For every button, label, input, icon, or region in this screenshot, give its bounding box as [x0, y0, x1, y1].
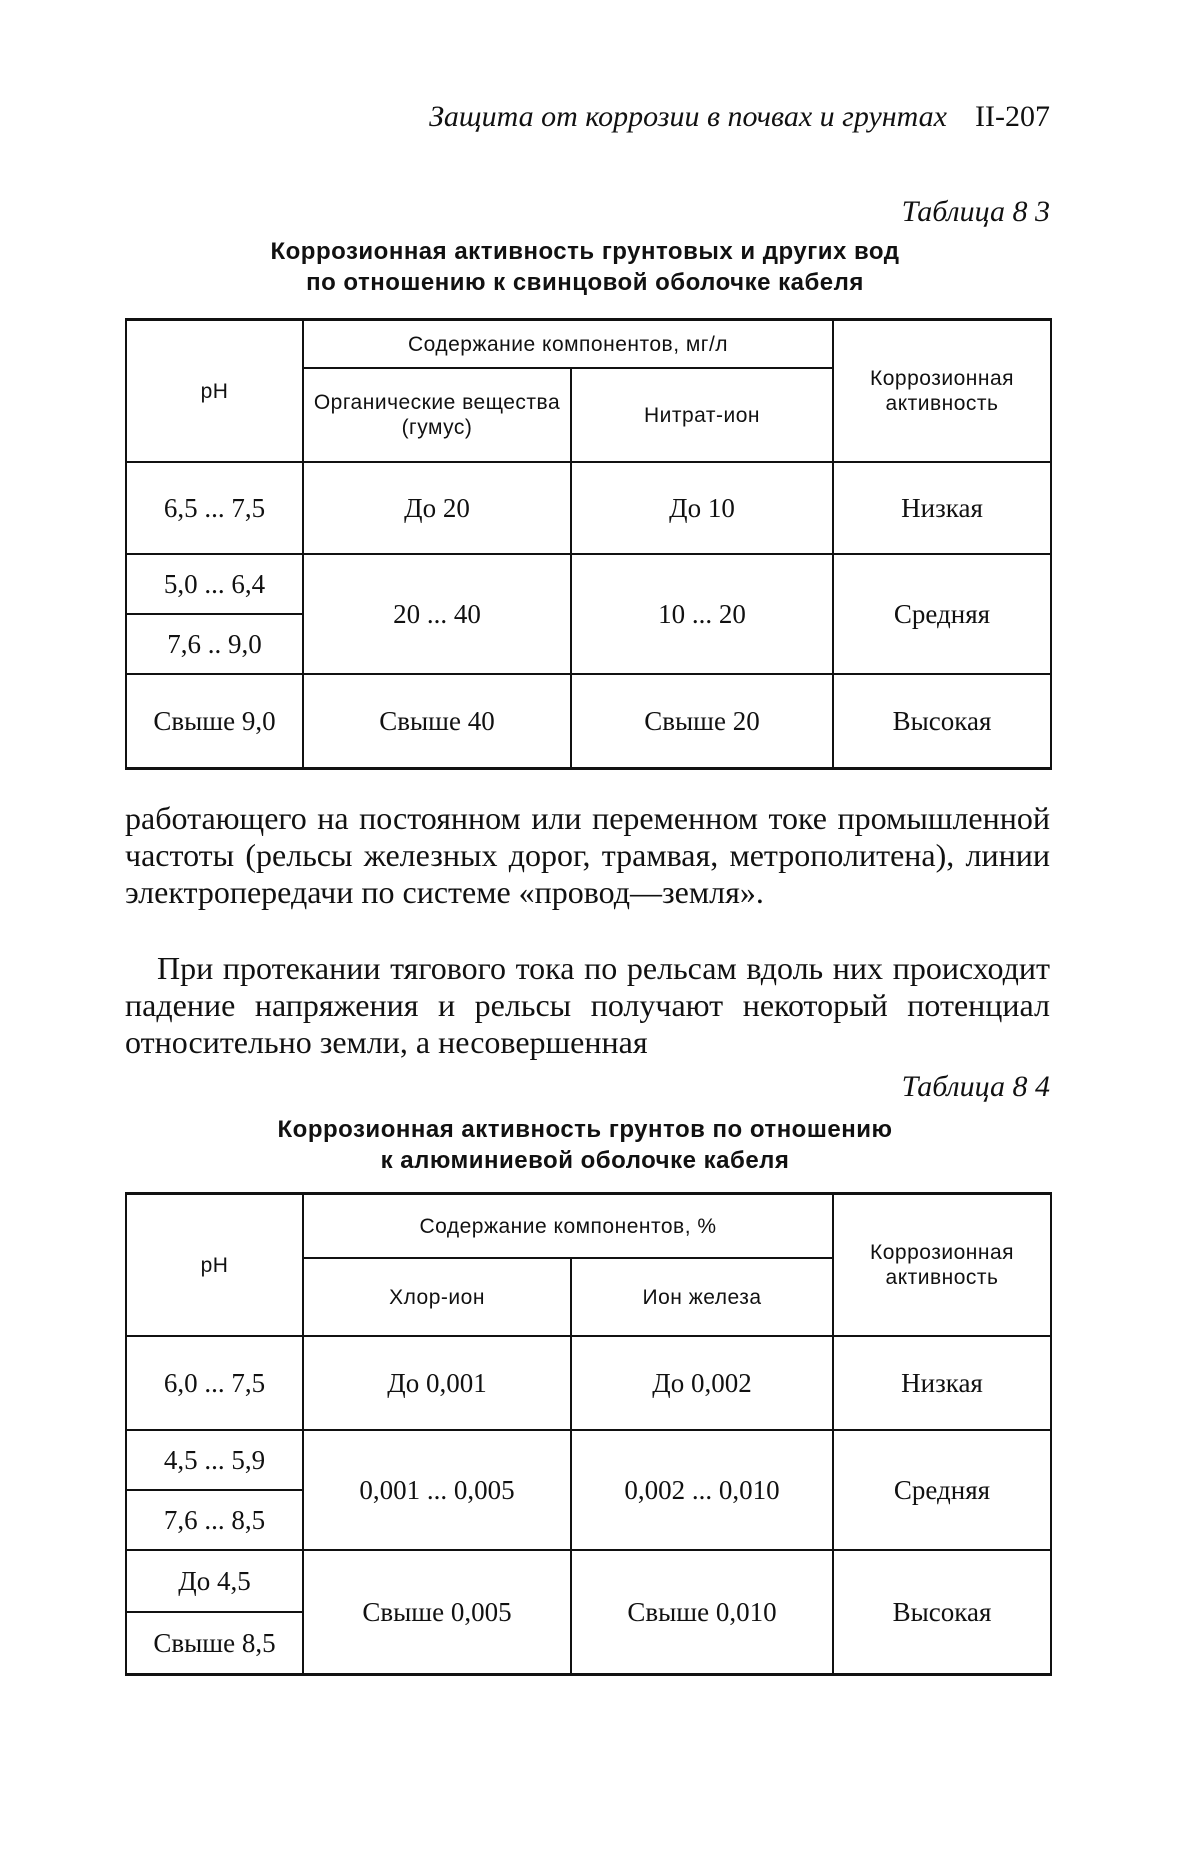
page-number: II-207	[975, 100, 1050, 133]
body-paragraph-1: работающего на постоянном или переменном токе промышленной частоты (рельсы железных дорог, трамвая, метрополитена), линии электропередачи по системе «провод—земля».	[125, 800, 1050, 910]
header-organic: Органические вещества (гумус)	[303, 368, 571, 462]
cell-ph: До 4,5	[126, 1550, 303, 1612]
table-row	[126, 1550, 1051, 1612]
header-ph: pH	[126, 320, 303, 463]
header-nitrate: Нитрат-ион	[571, 368, 833, 462]
table-row	[126, 674, 1051, 769]
header-content-group: Содержание компонентов, %	[303, 1194, 833, 1259]
cell-iron: Свыше 0,010	[571, 1550, 833, 1675]
table-8-3-caption	[120, 236, 1050, 298]
table-8-4-caption-line1: Коррозионная активность грунтов по отношению	[277, 1116, 893, 1143]
cell-ph: 5,0 ... 6,4	[126, 554, 303, 614]
table-row	[126, 1430, 1051, 1490]
cell-organic: Свыше 40	[303, 674, 571, 769]
table-8-4-caption	[120, 1114, 1050, 1176]
cell-iron: До 0,002	[571, 1336, 833, 1430]
cell-ph: 7,6 ... 8,5	[126, 1490, 303, 1550]
cell-ph: 6,0 ... 7,5	[126, 1336, 303, 1430]
header-content-group: Содержание компонентов, мг/л	[303, 320, 833, 369]
cell-chloride: 0,001 ... 0,005	[303, 1430, 571, 1550]
table-8-3-caption-line2: по отношению к свинцовой оболочке кабеля	[306, 269, 864, 296]
cell-activity: Низкая	[833, 462, 1051, 554]
table-row	[126, 1336, 1051, 1430]
table-8-3	[125, 318, 1052, 770]
cell-activity: Низкая	[833, 1336, 1051, 1430]
table-8-3-label: Таблица 8 3	[901, 195, 1050, 228]
cell-activity: Высокая	[833, 674, 1051, 769]
header-activity: Коррозионная активность	[833, 320, 1051, 463]
cell-chloride: Свыше 0,005	[303, 1550, 571, 1675]
cell-nitrate: Свыше 20	[571, 674, 833, 769]
cell-nitrate: До 10	[571, 462, 833, 554]
body-paragraph-2: При протекании тягового тока по рельсам вдоль них происходит падение напряжения и рельсы получают некоторый потенциал относительно земли, а несовершенная	[125, 950, 1050, 1060]
header-iron: Ион железа	[571, 1258, 833, 1336]
cell-ph: 4,5 ... 5,9	[126, 1430, 303, 1490]
cell-ph: Свыше 8,5	[126, 1612, 303, 1675]
table-8-4-label: Таблица 8 4	[901, 1070, 1050, 1103]
cell-ph: Свыше 9,0	[126, 674, 303, 769]
cell-activity: Высокая	[833, 1550, 1051, 1675]
cell-organic: 20 ... 40	[303, 554, 571, 674]
header-chloride: Хлор-ион	[303, 1258, 571, 1336]
table-8-4	[125, 1192, 1052, 1676]
cell-iron: 0,002 ... 0,010	[571, 1430, 833, 1550]
cell-activity: Средняя	[833, 1430, 1051, 1550]
table-row	[126, 554, 1051, 614]
header-ph: pH	[126, 1194, 303, 1337]
running-title: Защита от коррозии в почвах и грунтах	[429, 100, 948, 133]
cell-nitrate: 10 ... 20	[571, 554, 833, 674]
page-header	[380, 100, 1050, 134]
table-8-3-caption-line1: Коррозионная активность грунтовых и других вод	[270, 238, 900, 265]
header-activity: Коррозионная активность	[833, 1194, 1051, 1337]
cell-organic: До 20	[303, 462, 571, 554]
table-row	[126, 462, 1051, 554]
cell-ph: 7,6 .. 9,0	[126, 614, 303, 674]
table-8-4-caption-line2: к алюминиевой оболочке кабеля	[380, 1147, 790, 1174]
cell-ph: 6,5 ... 7,5	[126, 462, 303, 554]
cell-activity: Средняя	[833, 554, 1051, 674]
cell-chloride: До 0,001	[303, 1336, 571, 1430]
